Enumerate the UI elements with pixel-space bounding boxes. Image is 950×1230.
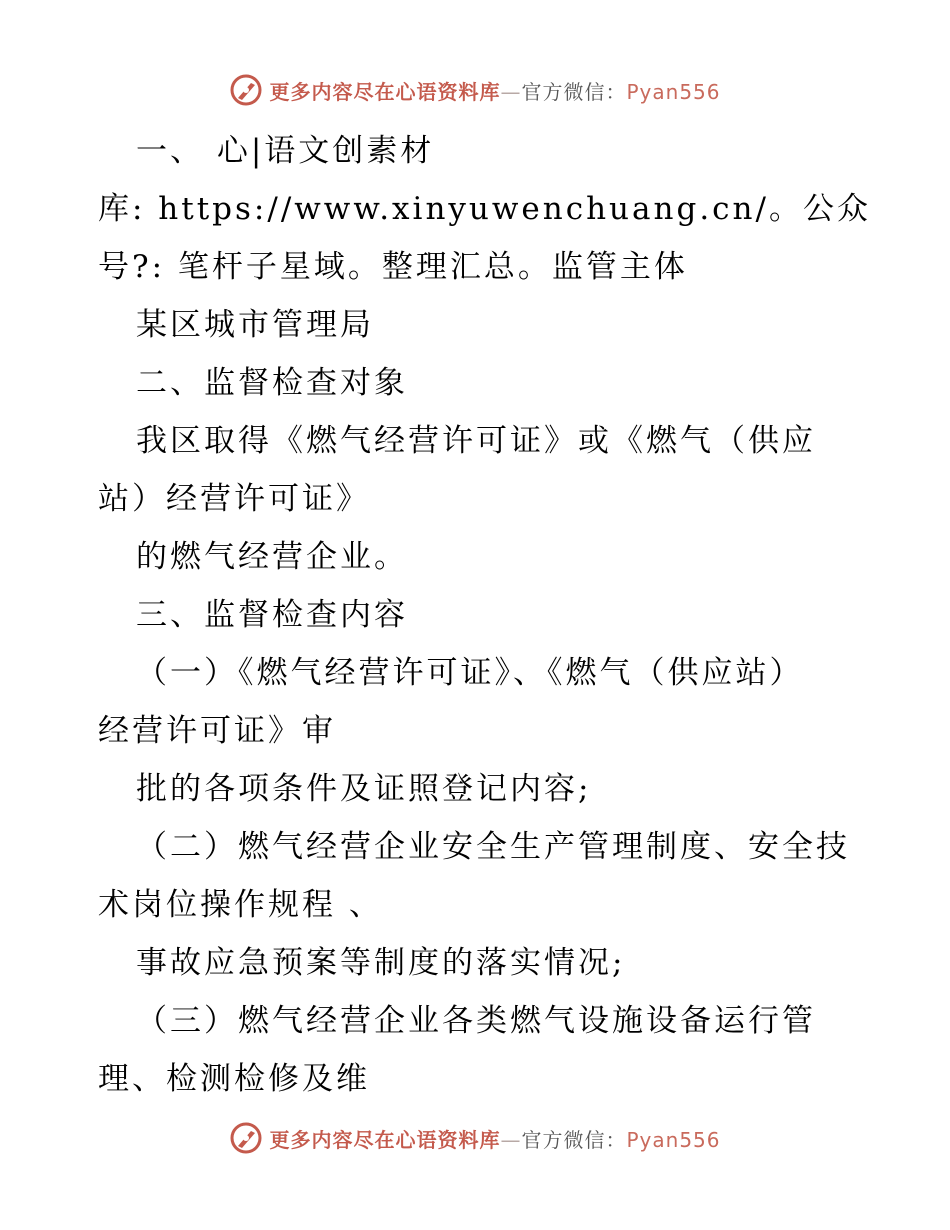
text-line: 经营许可证》审 [98, 713, 336, 749]
watermark-text [269, 1124, 720, 1153]
text-line: 术岗位操作规程 、 [98, 887, 383, 923]
header-watermark [0, 70, 950, 110]
text-line: 我区取得《燃气经营许可证》或《燃气（供应 [136, 423, 816, 459]
text-line: 的燃气经营企业。 [136, 539, 408, 575]
pen-logo-icon [229, 1121, 263, 1155]
text-line: 某区城市管理局 [136, 307, 374, 343]
text-line: 站）经营许可证》 [98, 481, 370, 517]
text-line: 事故应急预案等制度的落实情况; [136, 945, 626, 981]
watermark-name: 更多内容尽在心语资料库 [269, 79, 501, 104]
watermark-id: Pyan556 [626, 79, 721, 104]
pen-logo-icon [229, 73, 263, 107]
watermark-id: Pyan556 [626, 1127, 721, 1152]
watermark-text [269, 76, 720, 105]
text-line: 批的各项条件及证照登记内容; [136, 771, 592, 807]
watermark-separator: — [500, 79, 522, 104]
watermark-name: 更多内容尽在心语资料库 [269, 1127, 501, 1152]
text-line: 理、检测检修及维 [98, 1061, 370, 1097]
text-line: （二）燃气经营企业安全生产管理制度、安全技 [136, 829, 850, 865]
document-body [98, 122, 878, 1108]
watermark-official: 官方微信： [521, 1127, 627, 1152]
text-line: （一）《燃气经营许可证》、《燃气（供应站） [136, 655, 804, 691]
footer-watermark [0, 1118, 950, 1158]
text-line: 号?: 笔杆子星域。整理汇总。监管主体 [98, 249, 688, 285]
text-line: （三）燃气经营企业各类燃气设施设备运行管 [136, 1003, 816, 1039]
watermark-separator: — [500, 1127, 522, 1152]
text-line: 二、监督检查对象 [136, 365, 408, 401]
text-line: 库: https://www.xinyuwenchuang.cn/。公众 [98, 191, 871, 227]
watermark-official: 官方微信： [521, 79, 627, 104]
text-line: 三、监督检查内容 [136, 597, 408, 633]
text-line: 一、 心|语文创素材 [136, 133, 435, 169]
